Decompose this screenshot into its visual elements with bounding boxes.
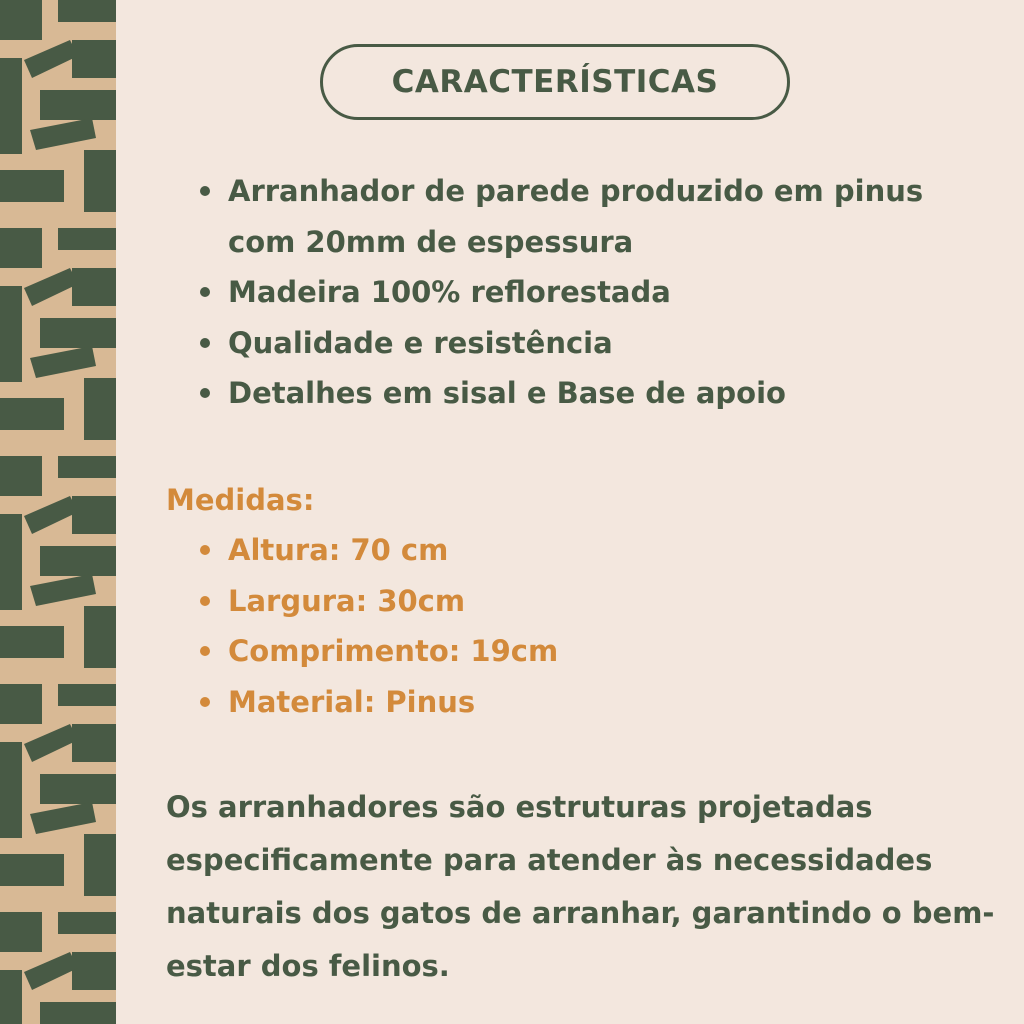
measure-item: Comprimento: 19cm <box>196 626 956 677</box>
measure-item: Largura: 30cm <box>196 576 956 627</box>
measures-list <box>196 525 956 727</box>
feature-item: Arranhador de parede produzido em pinus com 20mm de espessura <box>196 166 986 267</box>
title-pill <box>320 44 790 120</box>
feature-item: Detalhes em sisal e Base de apoio <box>196 368 986 419</box>
measures-title: Medidas: <box>166 483 315 517</box>
geometric-pattern-icon <box>0 0 116 1024</box>
measure-item: Material: Pinus <box>196 677 956 728</box>
description-paragraph: Os arranhadores são estruturas projetadas especificamente para atender às necessidades naturais dos gatos de arranhar, garantindo o bem-estar dos felinos. <box>166 790 995 983</box>
feature-item: Madeira 100% reflorestada <box>196 267 986 318</box>
feature-item: Qualidade e resistência <box>196 318 986 369</box>
page-title: CARACTERÍSTICAS <box>391 64 719 100</box>
decorative-side-pattern <box>0 0 116 1024</box>
features-list <box>196 166 986 419</box>
measure-item: Altura: 70 cm <box>196 525 956 576</box>
